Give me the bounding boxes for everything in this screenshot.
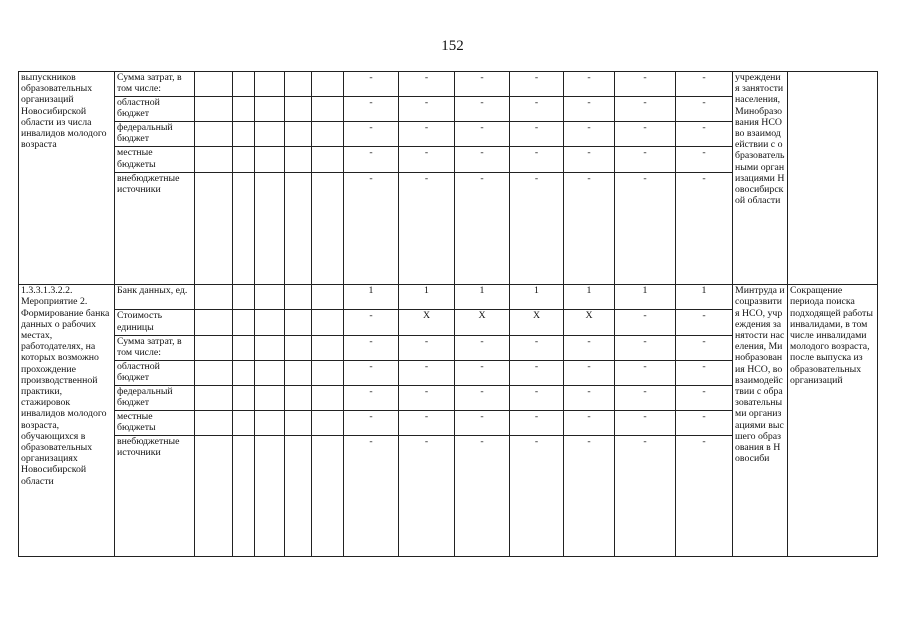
value-cell: - — [615, 122, 676, 147]
value-cell: - — [344, 360, 399, 385]
value-cell: - — [455, 360, 510, 385]
value-cell: 1 — [510, 285, 564, 310]
value-cell: - — [344, 310, 399, 335]
value-cell: - — [344, 172, 399, 285]
indicator-label: внебюджетные источники — [115, 436, 195, 557]
value-cell: - — [344, 147, 399, 172]
value-cell: - — [510, 385, 564, 410]
value-cell: - — [676, 335, 733, 360]
event-description: 1.3.3.1.3.2.2. Мероприятие 2. Формирование банка данных о рабочих местах, работодателях, на которых возможно прохождение производственной практики, стажировок инвалидов молодого возраста, обучающихся в образовательных организациях Новосибирской области — [19, 285, 115, 557]
value-cell: - — [455, 97, 510, 122]
value-cell: - — [564, 335, 615, 360]
value-cell: - — [399, 360, 455, 385]
indicator-label: областной бюджет — [115, 360, 195, 385]
value-cell: - — [615, 436, 676, 557]
value-cell: - — [399, 385, 455, 410]
value-cell: - — [510, 122, 564, 147]
value-cell: - — [344, 122, 399, 147]
indicator-label: местные бюджеты — [115, 147, 195, 172]
value-cell: - — [564, 436, 615, 557]
value-cell: - — [615, 410, 676, 435]
indicator-label: федеральный бюджет — [115, 122, 195, 147]
value-cell: - — [676, 385, 733, 410]
indicator-label: областной бюджет — [115, 97, 195, 122]
indicator-label: федеральный бюджет — [115, 385, 195, 410]
value-cell: - — [455, 147, 510, 172]
indicator-label: местные бюджеты — [115, 410, 195, 435]
indicator-label: Банк данных, ед. — [115, 285, 195, 310]
value-cell: 1 — [564, 285, 615, 310]
value-cell: 1 — [399, 285, 455, 310]
value-cell: - — [510, 72, 564, 97]
value-cell: - — [399, 436, 455, 557]
value-cell: - — [455, 72, 510, 97]
value-cell: - — [510, 172, 564, 285]
value-cell: - — [399, 335, 455, 360]
value-cell: 1 — [455, 285, 510, 310]
value-cell: - — [510, 97, 564, 122]
value-cell: - — [564, 172, 615, 285]
value-cell: - — [676, 97, 733, 122]
program-table — [18, 71, 905, 557]
value-cell: - — [344, 385, 399, 410]
value-cell: - — [344, 410, 399, 435]
indicator-label: Стоимость единицы — [115, 310, 195, 335]
value-cell: - — [455, 410, 510, 435]
value-cell: - — [615, 147, 676, 172]
value-cell: - — [564, 122, 615, 147]
value-cell: - — [510, 147, 564, 172]
value-cell: - — [399, 97, 455, 122]
indicator-label: внебюджетные источники — [115, 172, 195, 285]
value-cell: - — [676, 436, 733, 557]
value-cell: - — [564, 97, 615, 122]
value-cell: - — [615, 72, 676, 97]
expected-result: Сокращение периода поиска подходящей работы инвалидами, в том числе инвалидами молодого возраста, после выпуска из образовательных организаций — [788, 285, 878, 557]
value-cell: 1 — [344, 285, 399, 310]
value-cell: - — [455, 335, 510, 360]
value-cell: - — [344, 72, 399, 97]
value-cell: - — [510, 335, 564, 360]
value-cell: - — [676, 72, 733, 97]
value-cell: - — [344, 97, 399, 122]
table-row — [19, 72, 905, 97]
value-cell: - — [455, 436, 510, 557]
indicator-label: Сумма затрат, в том числе: — [115, 335, 195, 360]
value-cell: - — [564, 385, 615, 410]
value-cell: - — [455, 385, 510, 410]
value-cell: - — [399, 122, 455, 147]
value-cell: - — [676, 310, 733, 335]
value-cell: - — [455, 122, 510, 147]
value-cell: - — [676, 147, 733, 172]
expected-result — [788, 72, 878, 285]
value-cell: - — [676, 360, 733, 385]
value-cell: - — [676, 122, 733, 147]
page-number: 152 — [441, 38, 464, 54]
value-cell: - — [510, 410, 564, 435]
value-cell: - — [564, 360, 615, 385]
value-cell: - — [564, 147, 615, 172]
value-cell: - — [615, 385, 676, 410]
value-cell: 1 — [615, 285, 676, 310]
value-cell: 1 — [676, 285, 733, 310]
value-cell: X — [564, 310, 615, 335]
value-cell: - — [615, 335, 676, 360]
value-cell: - — [399, 147, 455, 172]
value-cell: X — [399, 310, 455, 335]
indicator-label: Сумма затрат, в том числе: — [115, 72, 195, 97]
value-cell: - — [455, 172, 510, 285]
value-cell: - — [399, 410, 455, 435]
value-cell: - — [615, 97, 676, 122]
value-cell: - — [510, 436, 564, 557]
value-cell: - — [564, 410, 615, 435]
value-cell: - — [676, 172, 733, 285]
event-description: выпускников образовательных организаций Новосибирской области из числа инвалидов молодого возраста — [19, 72, 115, 285]
value-cell: - — [564, 72, 615, 97]
value-cell: - — [615, 172, 676, 285]
value-cell: - — [399, 72, 455, 97]
value-cell: - — [676, 410, 733, 435]
value-cell: - — [344, 335, 399, 360]
value-cell: - — [615, 310, 676, 335]
value-cell: - — [344, 436, 399, 557]
table-row — [19, 285, 905, 310]
value-cell: - — [399, 172, 455, 285]
executor-text: Минтруда и соцразвития НСО, учреждения занятости населения, Минобразования НСО, во взаимодействии с образовательными организациями высшего образования в Новосиби — [733, 285, 788, 557]
value-cell: - — [615, 360, 676, 385]
executor-text: учреждения занятости населения, Минобразования НСО во взаимодействии с образовательными организациями Новосибирской области — [733, 72, 788, 285]
value-cell: X — [455, 310, 510, 335]
value-cell: - — [510, 360, 564, 385]
value-cell: X — [510, 310, 564, 335]
